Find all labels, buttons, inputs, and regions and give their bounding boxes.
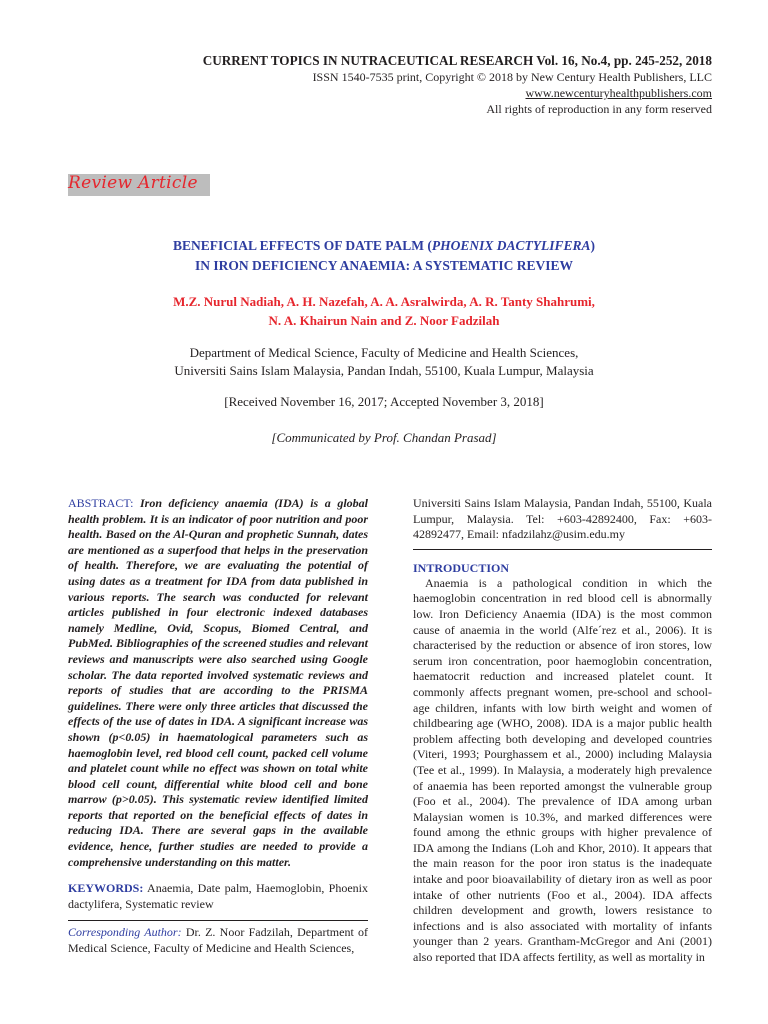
corresponding-author-label: Corresponding Author: xyxy=(68,925,182,940)
keywords-text: Anaemia, Date palm, Haemoglobin, Phoenix dactylifera, Systematic review xyxy=(68,881,368,911)
abstract-text: Iron deficiency anaemia (IDA) is a global health problem. It is an indicator of poor nutrition and poor health. Based on the Al-Quran and prophetic Sunnah, dates are mentioned as a superfood that helps in the preservation of health. Therefore, we are evaluating the potential of using dates as a treatment for IDA from data published in various reports. The search was conducted for relevant articles published in four electronic indexed databases namely Medline, Ovid, Scopus, Biomed Central, and PubMed. Bibliographies of the screened studies and relevant reviews and manuscripts were also searched using Google scholar. The data reported involved systematic reviews and reports of studies that are according to the PRISMA guidelines. There were only three articles that discussed the effects of the use of dates in IDA. A significant increase was shown (p<0.05) in haematological parameters such as haemoglobin level, red blood cell count, packed cell volume and platelet count while no effect was shown on total white blood cell count, differential white blood cell and bone marrow (p>0.05). This systematic review identified limited reports that reported on the beneficial effects of dates in reducing IDA. There are several gaps in the available evidence, hence, further studies are needed to provide a comprehensive understanding on this matter. xyxy=(68,496,369,869)
rights-statement: All rights of reproduction in any form reserved xyxy=(486,102,712,116)
journal-header xyxy=(203,52,712,117)
issn-copyright: ISSN 1540-7535 print, Copyright © 2018 by New Century Health Publishers, LLC xyxy=(312,70,712,84)
corresponding-author-continued: Universiti Sains Islam Malaysia, Pandan Indah, 55100, Kuala Lumpur, Malaysia. Tel: +603-42892400, Fax: +603-42892477, Email: nfadzilahz@usim.edu.my xyxy=(413,496,712,542)
journal-citation: CURRENT TOPICS IN NUTRACEUTICAL RESEARCH Vol. 16, No.4, pp. 245-252, 2018 xyxy=(202,53,712,68)
affiliation xyxy=(0,344,768,380)
affiliation-line-2: Universiti Sains Islam Malaysia, Pandan Indah, 55100, Kuala Lumpur, Malaysia xyxy=(174,363,594,378)
left-column xyxy=(68,496,368,957)
article-title xyxy=(0,236,768,276)
title-line-1: BENEFICIAL EFFECTS OF DATE PALM (PHOENIX DACTYLIFERA) xyxy=(172,238,596,253)
right-column xyxy=(413,496,712,966)
introduction-heading: INTRODUCTION xyxy=(413,560,510,575)
article-type-label: Review Article xyxy=(68,173,198,193)
keywords xyxy=(68,881,368,912)
communicated-by: [Communicated by Prof. Chandan Prasad] xyxy=(271,430,497,445)
authors-line-1: M.Z. Nurul Nadiah, A. H. Nazefah, A. A. Asralwirda, A. R. Tanty Shahrumi, xyxy=(173,294,595,309)
corresponding-author xyxy=(68,925,368,956)
publisher-url-link[interactable]: www.newcenturyhealthpublishers.com xyxy=(525,86,712,100)
footnote-divider xyxy=(68,920,368,921)
corresponding-author-text: Dr. Z. Noor Fadzilah, Department of Medical Science, Faculty of Medicine and Health Sciences, xyxy=(68,925,369,956)
footnote-divider-right xyxy=(413,549,712,550)
title-line-2: IN IRON DEFICIENCY ANAEMIA: A SYSTEMATIC REVIEW xyxy=(194,258,574,273)
abstract xyxy=(68,496,368,870)
author-list xyxy=(0,292,768,330)
affiliation-line-1: Department of Medical Science, Faculty of Medicine and Health Sciences, xyxy=(189,345,579,360)
keywords-label: KEYWORDS: xyxy=(68,881,144,896)
introduction-text: Anaemia is a pathological condition in which the haemoglobin concentration in red blood cell is abnormally low. Iron Deficiency Anaemia (IDA) is the most common cause of anaemia in the world (Alfe´rez et al., 2006). It is characterised by the reduction or absence of iron stores, low serum iron concentration, poor haemoglobin concentration, haematocrit reduction and increased platelet count. It commonly affects pregnant women, pre-school and school-age children, infants with low birth weight and women of childbearing age (WHO, 2008). IDA is a major public health problem affecting both developing and developed countries (Viteri, 1993; Pourghassem et al., 2000) including Malaysia (Tee et al., 1999). In Malaysia, a moderately high prevalence of anaemia has been reported amongst the vulnerable group (Foo et al., 2004). The prevalence of IDA among urban Malaysian women is 10.3%, and marked differences were found among the ethnic groups with higher prevalence of IDA among the Indians (Loh and Khor, 2010). It appears that the main reason for the poor iron status is the inadequate intake and poor bioavailability of dietary iron as well as poor intake of other nutrients (Foo et al., 2004). IDA affects children development and growth, lowers resistance to infections and is also associated with mortality of infants younger than 2 years. Grantham-McGregor and Ani (2001) also reported that IDA affects fertility, as well as mortality in xyxy=(413,575,712,965)
abstract-label: ABSTRACT: xyxy=(68,496,134,510)
article-type-banner xyxy=(68,174,210,196)
authors-line-2: N. A. Khairun Nain and Z. Noor Fadzilah xyxy=(268,313,500,328)
received-dates: [Received November 16, 2017; Accepted November 3, 2018] xyxy=(224,394,544,409)
